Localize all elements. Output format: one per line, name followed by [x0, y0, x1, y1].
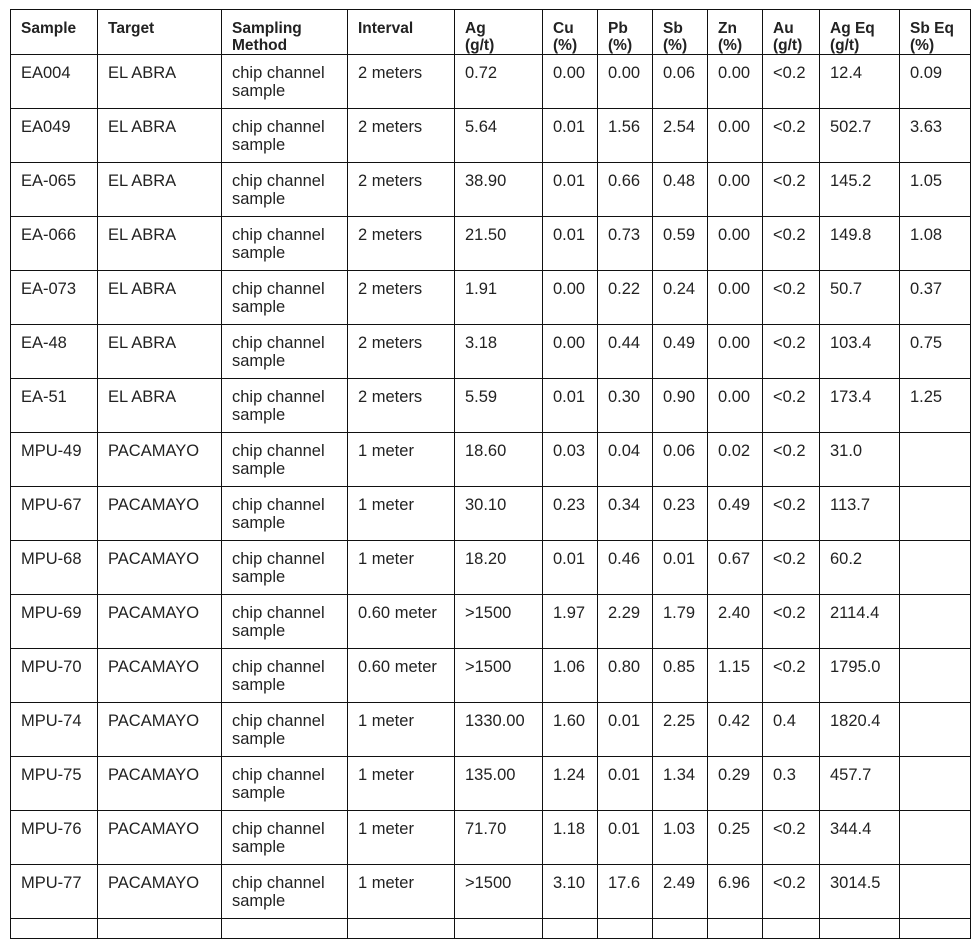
method-line: sample: [232, 838, 286, 856]
column-header-line1: Sampling: [232, 20, 302, 37]
method-line: sample: [232, 730, 286, 748]
target-cell: PACAMAYO: [98, 595, 222, 649]
column-header-line2: (%): [608, 37, 633, 54]
ag-eq-cell: 457.7: [820, 757, 900, 811]
ag-eq-cell: 60.2: [820, 541, 900, 595]
cu-cell: 0.01: [543, 109, 598, 163]
column-header-interval: [348, 10, 455, 55]
empty-cell: [900, 919, 971, 939]
interval-cell: 1 meter: [348, 865, 455, 919]
ag-eq-cell: 173.4: [820, 379, 900, 433]
empty-cell: [763, 919, 820, 939]
method-line: chip channel: [232, 766, 325, 784]
method-line: chip channel: [232, 550, 325, 568]
ag-cell: 71.70: [455, 811, 543, 865]
ag-eq-cell: 502.7: [820, 109, 900, 163]
method-line: sample: [232, 784, 286, 802]
sb-eq-cell: 0.75: [900, 325, 971, 379]
method-line: chip channel: [232, 820, 325, 838]
zn-cell: 0.00: [708, 163, 763, 217]
ag-eq-cell: 344.4: [820, 811, 900, 865]
column-header-line1: Sample: [21, 20, 77, 37]
sb-cell: 1.34: [653, 757, 708, 811]
sample-cell: MPU-67: [11, 487, 98, 541]
ag-cell: 18.60: [455, 433, 543, 487]
method-line: sample: [232, 622, 286, 640]
target-cell: EL ABRA: [98, 163, 222, 217]
ag-eq-cell: 2114.4: [820, 595, 900, 649]
target-cell: PACAMAYO: [98, 487, 222, 541]
sample-cell: MPU-75: [11, 757, 98, 811]
table-row: [11, 433, 971, 487]
empty-cell: [98, 919, 222, 939]
column-header-line1: Sb: [663, 20, 683, 37]
sample-cell: MPU-77: [11, 865, 98, 919]
interval-cell: 2 meters: [348, 325, 455, 379]
column-header-line1: Au: [773, 20, 794, 37]
ag-cell: 3.18: [455, 325, 543, 379]
column-header-line2: (g/t): [773, 37, 803, 54]
method-line: sample: [232, 406, 286, 424]
cu-cell: 0.01: [543, 379, 598, 433]
cu-cell: 0.00: [543, 55, 598, 109]
au-cell: <0.2: [763, 811, 820, 865]
target-cell: EL ABRA: [98, 55, 222, 109]
column-header-zn: [708, 10, 763, 55]
assay-results-table: [10, 9, 971, 939]
column-header-line1: Ag Eq: [830, 20, 875, 37]
method-cell: [222, 433, 348, 487]
interval-cell: 1 meter: [348, 757, 455, 811]
pb-cell: 0.73: [598, 217, 653, 271]
au-cell: <0.2: [763, 109, 820, 163]
pb-cell: 0.34: [598, 487, 653, 541]
au-cell: 0.4: [763, 703, 820, 757]
zn-cell: 0.00: [708, 55, 763, 109]
method-line: chip channel: [232, 712, 325, 730]
au-cell: <0.2: [763, 649, 820, 703]
interval-cell: 2 meters: [348, 55, 455, 109]
target-cell: EL ABRA: [98, 109, 222, 163]
cu-cell: 0.03: [543, 433, 598, 487]
method-line: sample: [232, 298, 286, 316]
sb-cell: 0.23: [653, 487, 708, 541]
sb-eq-cell: [900, 541, 971, 595]
target-cell: PACAMAYO: [98, 703, 222, 757]
table-row: [11, 55, 971, 109]
table-row: [11, 379, 971, 433]
ag-eq-cell: 50.7: [820, 271, 900, 325]
method-line: chip channel: [232, 658, 325, 676]
column-header-line1: Pb: [608, 20, 628, 37]
column-header-line1: Target: [108, 20, 155, 37]
pb-cell: 2.29: [598, 595, 653, 649]
zn-cell: 0.02: [708, 433, 763, 487]
pb-cell: 1.56: [598, 109, 653, 163]
table-row: [11, 271, 971, 325]
column-header-line1: Zn: [718, 20, 737, 37]
sample-cell: MPU-70: [11, 649, 98, 703]
table-row: [11, 865, 971, 919]
sb-cell: 1.03: [653, 811, 708, 865]
method-line: chip channel: [232, 64, 325, 82]
table-row-partial: [11, 919, 971, 939]
column-header-sampling-method: [222, 10, 348, 55]
target-cell: PACAMAYO: [98, 433, 222, 487]
method-cell: [222, 379, 348, 433]
sample-cell: EA049: [11, 109, 98, 163]
interval-cell: 0.60 meter: [348, 649, 455, 703]
cu-cell: 0.01: [543, 163, 598, 217]
method-line: sample: [232, 352, 286, 370]
cu-cell: 0.01: [543, 541, 598, 595]
ag-cell: 1330.00: [455, 703, 543, 757]
sample-cell: EA-073: [11, 271, 98, 325]
sample-cell: MPU-76: [11, 811, 98, 865]
ag-cell: 21.50: [455, 217, 543, 271]
method-cell: [222, 217, 348, 271]
column-header-line2: (%): [663, 37, 688, 54]
sample-cell: MPU-74: [11, 703, 98, 757]
au-cell: <0.2: [763, 487, 820, 541]
ag-eq-cell: 31.0: [820, 433, 900, 487]
sb-cell: 0.90: [653, 379, 708, 433]
pb-cell: 0.01: [598, 811, 653, 865]
empty-cell: [543, 919, 598, 939]
zn-cell: 2.40: [708, 595, 763, 649]
sb-eq-cell: 1.08: [900, 217, 971, 271]
au-cell: <0.2: [763, 325, 820, 379]
ag-eq-cell: 145.2: [820, 163, 900, 217]
ag-cell: 5.59: [455, 379, 543, 433]
method-cell: [222, 55, 348, 109]
au-cell: <0.2: [763, 541, 820, 595]
interval-cell: 2 meters: [348, 163, 455, 217]
table-row: [11, 325, 971, 379]
method-line: chip channel: [232, 280, 325, 298]
table-body: [11, 55, 971, 939]
zn-cell: 6.96: [708, 865, 763, 919]
method-cell: [222, 811, 348, 865]
au-cell: <0.2: [763, 55, 820, 109]
cu-cell: 1.18: [543, 811, 598, 865]
ag-cell: >1500: [455, 595, 543, 649]
method-line: sample: [232, 676, 286, 694]
interval-cell: 1 meter: [348, 541, 455, 595]
column-header-line2: (%): [718, 37, 743, 54]
zn-cell: 0.42: [708, 703, 763, 757]
sample-cell: EA-48: [11, 325, 98, 379]
au-cell: <0.2: [763, 217, 820, 271]
method-line: sample: [232, 82, 286, 100]
ag-eq-cell: 1820.4: [820, 703, 900, 757]
column-header-ag-eq: [820, 10, 900, 55]
sample-cell: EA-066: [11, 217, 98, 271]
cu-cell: 0.01: [543, 217, 598, 271]
target-cell: PACAMAYO: [98, 811, 222, 865]
ag-eq-cell: 12.4: [820, 55, 900, 109]
cu-cell: 0.00: [543, 271, 598, 325]
column-header-line2: (g/t): [830, 37, 860, 54]
ag-cell: 0.72: [455, 55, 543, 109]
method-line: sample: [232, 190, 286, 208]
zn-cell: 0.00: [708, 217, 763, 271]
column-header-pb: [598, 10, 653, 55]
sb-eq-cell: [900, 649, 971, 703]
ag-eq-cell: 3014.5: [820, 865, 900, 919]
sb-eq-cell: [900, 865, 971, 919]
cu-cell: 1.24: [543, 757, 598, 811]
column-header-line2: (g/t): [465, 37, 495, 54]
zn-cell: 0.49: [708, 487, 763, 541]
method-cell: [222, 271, 348, 325]
sample-cell: EA004: [11, 55, 98, 109]
ag-cell: 135.00: [455, 757, 543, 811]
interval-cell: 1 meter: [348, 433, 455, 487]
table-row: [11, 163, 971, 217]
sb-cell: 0.24: [653, 271, 708, 325]
ag-cell: 18.20: [455, 541, 543, 595]
pb-cell: 17.6: [598, 865, 653, 919]
pb-cell: 0.44: [598, 325, 653, 379]
ag-cell: 30.10: [455, 487, 543, 541]
au-cell: <0.2: [763, 271, 820, 325]
method-line: chip channel: [232, 226, 325, 244]
sb-eq-cell: 1.05: [900, 163, 971, 217]
sb-cell: 0.59: [653, 217, 708, 271]
sb-eq-cell: [900, 487, 971, 541]
method-line: chip channel: [232, 496, 325, 514]
interval-cell: 2 meters: [348, 271, 455, 325]
column-header-line1: Ag: [465, 20, 486, 37]
cu-cell: 1.97: [543, 595, 598, 649]
target-cell: EL ABRA: [98, 379, 222, 433]
table-row: [11, 541, 971, 595]
ag-cell: 5.64: [455, 109, 543, 163]
au-cell: <0.2: [763, 163, 820, 217]
empty-cell: [820, 919, 900, 939]
sb-eq-cell: 0.09: [900, 55, 971, 109]
target-cell: PACAMAYO: [98, 865, 222, 919]
column-header-line1: Cu: [553, 20, 574, 37]
target-cell: PACAMAYO: [98, 541, 222, 595]
sb-eq-cell: [900, 703, 971, 757]
pb-cell: 0.22: [598, 271, 653, 325]
zn-cell: 0.00: [708, 109, 763, 163]
interval-cell: 1 meter: [348, 703, 455, 757]
sb-cell: 1.79: [653, 595, 708, 649]
column-header-line2: Method: [232, 37, 288, 54]
method-line: sample: [232, 244, 286, 262]
method-line: chip channel: [232, 442, 325, 460]
pb-cell: 0.80: [598, 649, 653, 703]
zn-cell: 0.00: [708, 379, 763, 433]
column-header-line1: Interval: [358, 20, 414, 37]
sb-cell: 2.54: [653, 109, 708, 163]
column-header-sample: [11, 10, 98, 55]
interval-cell: 0.60 meter: [348, 595, 455, 649]
method-line: sample: [232, 568, 286, 586]
method-line: sample: [232, 460, 286, 478]
empty-cell: [708, 919, 763, 939]
interval-cell: 2 meters: [348, 217, 455, 271]
method-line: chip channel: [232, 334, 325, 352]
zn-cell: 0.00: [708, 271, 763, 325]
column-header-line2: (%): [553, 37, 578, 54]
method-line: sample: [232, 514, 286, 532]
ag-cell: 38.90: [455, 163, 543, 217]
target-cell: PACAMAYO: [98, 649, 222, 703]
empty-cell: [222, 919, 348, 939]
method-line: chip channel: [232, 388, 325, 406]
sb-cell: 0.85: [653, 649, 708, 703]
method-cell: [222, 541, 348, 595]
target-cell: EL ABRA: [98, 325, 222, 379]
au-cell: <0.2: [763, 595, 820, 649]
column-header-target: [98, 10, 222, 55]
table-header-row: [11, 10, 971, 55]
sample-cell: MPU-49: [11, 433, 98, 487]
sb-cell: 2.25: [653, 703, 708, 757]
method-cell: [222, 487, 348, 541]
table-row: [11, 703, 971, 757]
column-header-sb: [653, 10, 708, 55]
sb-eq-cell: [900, 595, 971, 649]
method-cell: [222, 325, 348, 379]
ag-cell: >1500: [455, 649, 543, 703]
column-header-cu: [543, 10, 598, 55]
sb-cell: 0.06: [653, 433, 708, 487]
cu-cell: 0.23: [543, 487, 598, 541]
sb-eq-cell: 3.63: [900, 109, 971, 163]
sample-cell: EA-51: [11, 379, 98, 433]
table-row: [11, 217, 971, 271]
pb-cell: 0.01: [598, 757, 653, 811]
method-line: sample: [232, 892, 286, 910]
assay-results-table-container: [10, 9, 971, 939]
interval-cell: 1 meter: [348, 487, 455, 541]
empty-cell: [455, 919, 543, 939]
sb-cell: 2.49: [653, 865, 708, 919]
pb-cell: 0.30: [598, 379, 653, 433]
method-cell: [222, 703, 348, 757]
sb-cell: 0.48: [653, 163, 708, 217]
pb-cell: 0.66: [598, 163, 653, 217]
cu-cell: 0.00: [543, 325, 598, 379]
au-cell: <0.2: [763, 433, 820, 487]
interval-cell: 1 meter: [348, 811, 455, 865]
interval-cell: 2 meters: [348, 109, 455, 163]
empty-cell: [348, 919, 455, 939]
column-header-ag: [455, 10, 543, 55]
au-cell: <0.2: [763, 379, 820, 433]
ag-eq-cell: 103.4: [820, 325, 900, 379]
empty-cell: [653, 919, 708, 939]
sample-cell: MPU-69: [11, 595, 98, 649]
sb-cell: 0.49: [653, 325, 708, 379]
sb-eq-cell: 0.37: [900, 271, 971, 325]
method-line: chip channel: [232, 604, 325, 622]
pb-cell: 0.00: [598, 55, 653, 109]
method-cell: [222, 109, 348, 163]
table-row: [11, 487, 971, 541]
sample-cell: MPU-68: [11, 541, 98, 595]
zn-cell: 0.29: [708, 757, 763, 811]
au-cell: <0.2: [763, 865, 820, 919]
table-row: [11, 811, 971, 865]
target-cell: EL ABRA: [98, 217, 222, 271]
sb-cell: 0.06: [653, 55, 708, 109]
ag-eq-cell: 1795.0: [820, 649, 900, 703]
pb-cell: 0.01: [598, 703, 653, 757]
method-line: chip channel: [232, 874, 325, 892]
column-header-sb-eq: [900, 10, 971, 55]
ag-cell: 1.91: [455, 271, 543, 325]
empty-cell: [11, 919, 98, 939]
sb-eq-cell: [900, 811, 971, 865]
method-cell: [222, 865, 348, 919]
table-row: [11, 109, 971, 163]
method-line: chip channel: [232, 118, 325, 136]
zn-cell: 0.67: [708, 541, 763, 595]
table-row: [11, 649, 971, 703]
sb-eq-cell: [900, 433, 971, 487]
ag-eq-cell: 113.7: [820, 487, 900, 541]
method-cell: [222, 649, 348, 703]
table-row: [11, 595, 971, 649]
interval-cell: 2 meters: [348, 379, 455, 433]
cu-cell: 3.10: [543, 865, 598, 919]
zn-cell: 1.15: [708, 649, 763, 703]
method-line: sample: [232, 136, 286, 154]
method-cell: [222, 757, 348, 811]
column-header-au: [763, 10, 820, 55]
method-cell: [222, 163, 348, 217]
pb-cell: 0.04: [598, 433, 653, 487]
au-cell: 0.3: [763, 757, 820, 811]
sample-cell: EA-065: [11, 163, 98, 217]
target-cell: PACAMAYO: [98, 757, 222, 811]
cu-cell: 1.06: [543, 649, 598, 703]
sb-eq-cell: 1.25: [900, 379, 971, 433]
target-cell: EL ABRA: [98, 271, 222, 325]
pb-cell: 0.46: [598, 541, 653, 595]
zn-cell: 0.00: [708, 325, 763, 379]
zn-cell: 0.25: [708, 811, 763, 865]
ag-eq-cell: 149.8: [820, 217, 900, 271]
cu-cell: 1.60: [543, 703, 598, 757]
column-header-line2: (%): [910, 37, 935, 54]
sb-eq-cell: [900, 757, 971, 811]
method-line: chip channel: [232, 172, 325, 190]
table-row: [11, 757, 971, 811]
column-header-line1: Sb Eq: [910, 20, 954, 37]
ag-cell: >1500: [455, 865, 543, 919]
method-cell: [222, 595, 348, 649]
empty-cell: [598, 919, 653, 939]
sb-cell: 0.01: [653, 541, 708, 595]
